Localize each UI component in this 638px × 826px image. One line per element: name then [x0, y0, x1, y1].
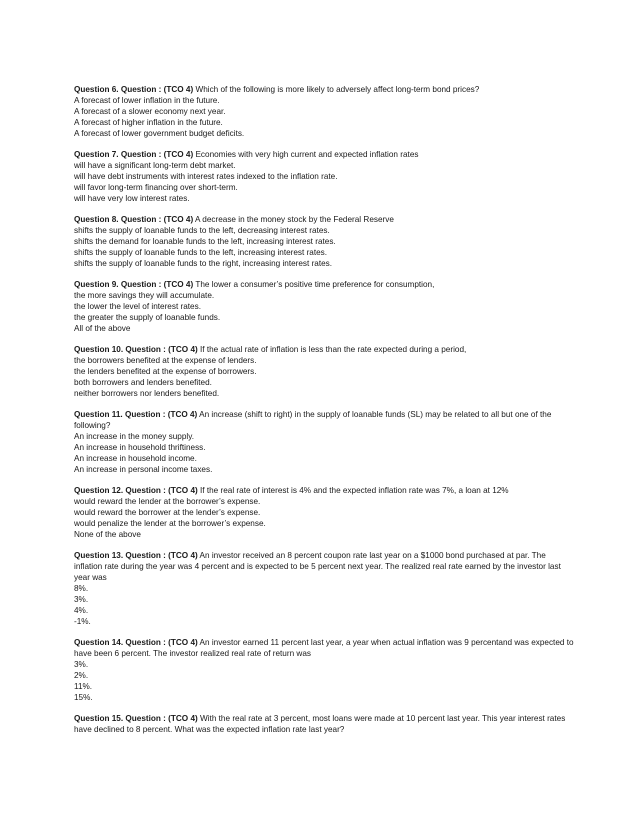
- question-block: [74, 409, 574, 475]
- question-block: [74, 485, 574, 540]
- question-heading: Question 11. Question : (TCO 4): [74, 410, 198, 419]
- question-heading: Question 13. Question : (TCO 4): [74, 551, 198, 560]
- question-heading: Question 15. Question : (TCO 4): [74, 714, 198, 723]
- question-block: [74, 637, 574, 703]
- answer-option: neither borrowers nor lenders benefited.: [74, 389, 220, 398]
- question-stem: [74, 637, 574, 659]
- question-stem: [74, 344, 574, 355]
- answer-option: An increase in the money supply.: [74, 432, 194, 441]
- answer-option: will favor long-term financing over short-term.: [74, 183, 238, 192]
- answer-option: An increase in household thriftiness.: [74, 443, 206, 452]
- answer-option: shifts the supply of loanable funds to the left, decreasing interest rates.: [74, 226, 330, 235]
- question-text: Economies with very high current and expected inflation rates: [193, 150, 419, 159]
- question-stem: [74, 550, 574, 583]
- answer-option: An increase in personal income taxes.: [74, 465, 213, 474]
- question-stem: [74, 279, 574, 290]
- answer-option: the greater the supply of loanable funds.: [74, 313, 221, 322]
- answer-option: will have very low interest rates.: [74, 194, 190, 203]
- answer-option: All of the above: [74, 324, 131, 333]
- question-heading: Question 7. Question : (TCO 4): [74, 150, 194, 159]
- question-stem: [74, 485, 574, 496]
- question-stem: [74, 214, 574, 225]
- question-block: [74, 550, 574, 627]
- question-stem: [74, 713, 574, 735]
- question-heading: Question 10. Question : (TCO 4): [74, 345, 198, 354]
- question-heading: Question 9. Question : (TCO 4): [74, 280, 194, 289]
- answer-option: A forecast of higher inflation in the future.: [74, 118, 223, 127]
- answer-option: 2%.: [74, 671, 89, 680]
- question-block: [74, 344, 574, 399]
- answer-option: 11%.: [74, 682, 93, 691]
- answer-option: shifts the supply of loanable funds to the left, increasing interest rates.: [74, 248, 328, 257]
- answer-option: will have debt instruments with interest rates indexed to the inflation rate.: [74, 172, 338, 181]
- question-stem: [74, 149, 574, 160]
- answer-option: the lower the level of interest rates.: [74, 302, 201, 311]
- question-text: With the real rate at 3 percent, most loans were made at 10 percent last year. This year interest rates have declined to 8 percent. What was the expected inflation rate last year?: [74, 714, 566, 734]
- answer-option: A forecast of lower government budget deficits.: [74, 129, 245, 138]
- answer-option: will have a significant long-term debt market.: [74, 161, 236, 170]
- question-heading: Question 14. Question : (TCO 4): [74, 638, 198, 647]
- answer-option: 3%.: [74, 595, 89, 604]
- document-page: [74, 84, 574, 745]
- question-block: [74, 279, 574, 334]
- question-text: If the actual rate of inflation is less than the rate expected during a period,: [197, 345, 467, 354]
- question-heading: Question 12. Question : (TCO 4): [74, 486, 198, 495]
- question-text: A decrease in the money stock by the Federal Reserve: [193, 215, 394, 224]
- question-text: If the real rate of interest is 4% and the expected inflation rate was 7%, a loan at 12%: [197, 486, 509, 495]
- question-stem: [74, 409, 574, 431]
- answer-option: the more savings they will accumulate.: [74, 291, 215, 300]
- answer-option: the borrowers benefited at the expense of lenders.: [74, 356, 257, 365]
- answer-option: 3%.: [74, 660, 89, 669]
- answer-option: An increase in household income.: [74, 454, 197, 463]
- answer-option: both borrowers and lenders benefited.: [74, 378, 212, 387]
- answer-option: would penalize the lender at the borrower’s expense.: [74, 519, 266, 528]
- question-text: An investor received an 8 percent coupon rate last year on a $1000 bond purchased at par. The inflation rate during the year was 4 percent and is expected to be 5 percent next year. The realized real rate earned by the investor last year was: [74, 551, 561, 582]
- question-heading: Question 6. Question : (TCO 4): [74, 85, 194, 94]
- answer-option: 4%.: [74, 606, 89, 615]
- question-block: [74, 713, 574, 735]
- answer-option: the lenders benefited at the expense of borrowers.: [74, 367, 257, 376]
- question-block: [74, 214, 574, 269]
- answer-option: A forecast of lower inflation in the future.: [74, 96, 220, 105]
- answer-option: -1%.: [74, 617, 91, 626]
- answer-option: None of the above: [74, 530, 141, 539]
- question-block: [74, 84, 574, 139]
- answer-option: would reward the lender at the borrower’s expense.: [74, 497, 261, 506]
- answer-option: would reward the borrower at the lender’s expense.: [74, 508, 261, 517]
- answer-option: shifts the supply of loanable funds to the right, increasing interest rates.: [74, 259, 333, 268]
- answer-option: A forecast of a slower economy next year.: [74, 107, 226, 116]
- question-text: An increase (shift to right) in the supply of loanable funds (SL) may be related to all but one of the following?: [74, 410, 552, 430]
- answer-option: shifts the demand for loanable funds to the left, increasing interest rates.: [74, 237, 336, 246]
- question-text: An investor earned 11 percent last year, a year when actual inflation was 9 percentand was expected to have been 6 percent. The investor realized real rate of return was: [74, 638, 574, 658]
- question-text: The lower a consumer’s positive time preference for consumption,: [193, 280, 435, 289]
- question-block: [74, 149, 574, 204]
- question-heading: Question 8. Question : (TCO 4): [74, 215, 194, 224]
- answer-option: 8%.: [74, 584, 89, 593]
- question-text: Which of the following is more likely to adversely affect long-term bond prices?: [193, 85, 480, 94]
- answer-option: 15%.: [74, 693, 93, 702]
- question-stem: [74, 84, 574, 95]
